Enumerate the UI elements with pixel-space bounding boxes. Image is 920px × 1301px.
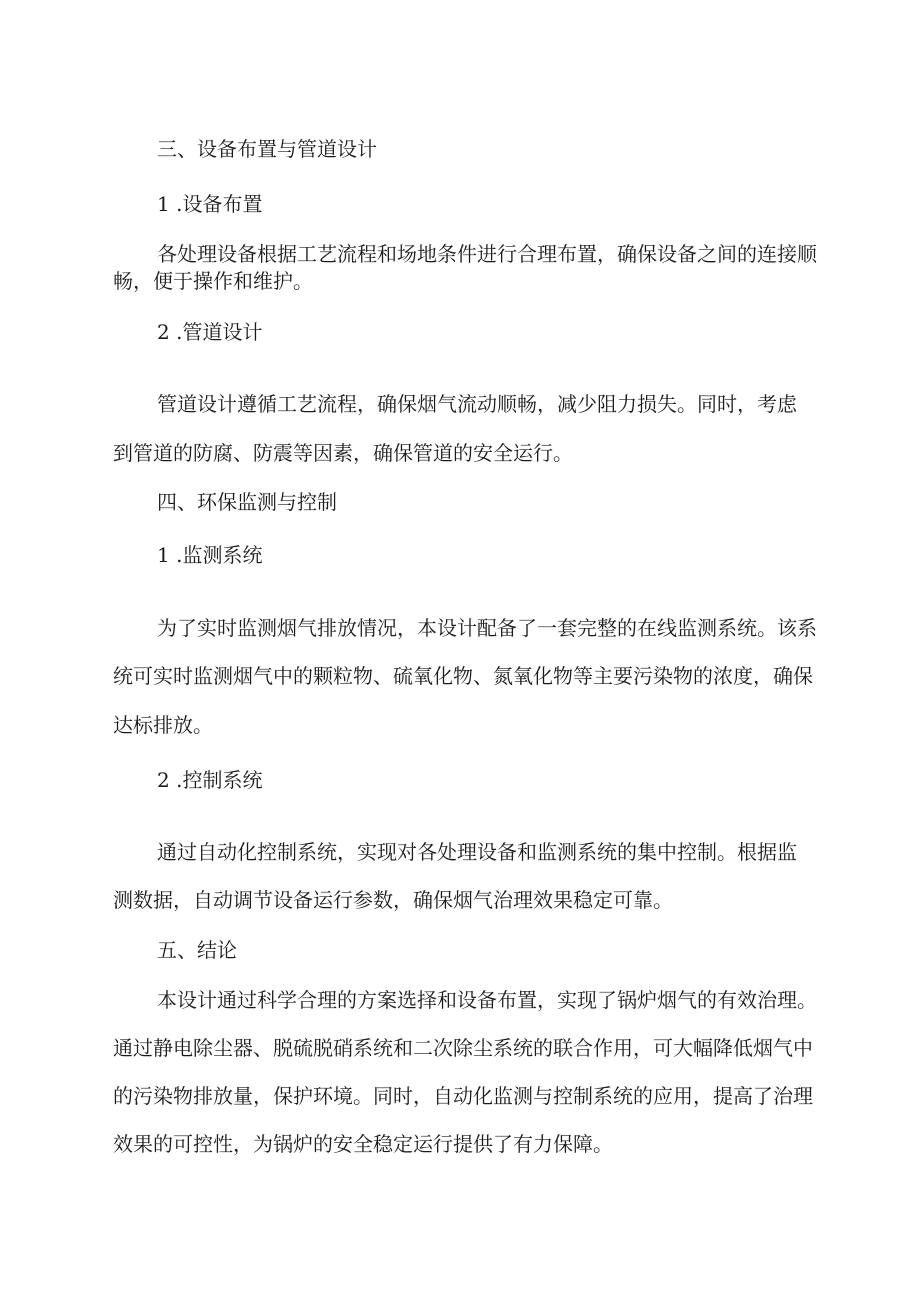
paragraph-3-2-line-2: 到管道的防腐、防震等因素，确保管道的安全运行。 bbox=[113, 441, 573, 465]
paragraph-5-line-3: 的污染物排放量，保护环境。同时，自动化监测与控制系统的应用，提高了治理 bbox=[113, 1084, 813, 1108]
subsection-heading-4-1: 1 .监测系统 bbox=[157, 543, 263, 567]
paragraph-5-line-4: 效果的可控性，为锅炉的安全稳定运行提供了有力保障。 bbox=[113, 1132, 613, 1156]
subsection-heading-4-2: 2 .控制系统 bbox=[157, 768, 263, 792]
section-heading-5: 五、结论 bbox=[157, 938, 237, 962]
subsection-heading-3-2: 2 .管道设计 bbox=[157, 320, 263, 344]
paragraph-3-1-line-2: 畅，便于操作和维护。 bbox=[113, 269, 313, 293]
paragraph-5-line-1: 本设计通过科学合理的方案选择和设备布置，实现了锅炉烟气的有效治理。 bbox=[157, 988, 817, 1012]
paragraph-4-2-line-2: 测数据，自动调节设备运行参数，确保烟气治理效果稳定可靠。 bbox=[113, 888, 673, 912]
paragraph-4-1-line-2: 统可实时监测烟气中的颗粒物、硫氧化物、氮氧化物等主要污染物的浓度，确保 bbox=[113, 664, 813, 688]
paragraph-4-1-line-1: 为了实时监测烟气排放情况，本设计配备了一套完整的在线监测系统。该系 bbox=[157, 616, 817, 640]
paragraph-3-1-line-1: 各处理设备根据工艺流程和场地条件进行合理布置，确保设备之间的连接顺 bbox=[157, 242, 817, 266]
paragraph-4-2-line-1: 通过自动化控制系统，实现对各处理设备和监测系统的集中控制。根据监 bbox=[157, 840, 797, 864]
paragraph-5-line-2: 通过静电除尘器、脱硫脱硝系统和二次除尘系统的联合作用，可大幅降低烟气中 bbox=[113, 1036, 813, 1060]
section-heading-3: 三、设备布置与管道设计 bbox=[157, 137, 377, 161]
paragraph-3-2-line-1: 管道设计遵循工艺流程，确保烟气流动顺畅，减少阻力损失。同时，考虑 bbox=[157, 392, 797, 416]
paragraph-4-1-line-3: 达标排放。 bbox=[113, 713, 213, 737]
subsection-heading-3-1: 1 .设备布置 bbox=[157, 192, 263, 216]
section-heading-4: 四、环保监测与控制 bbox=[157, 490, 337, 514]
